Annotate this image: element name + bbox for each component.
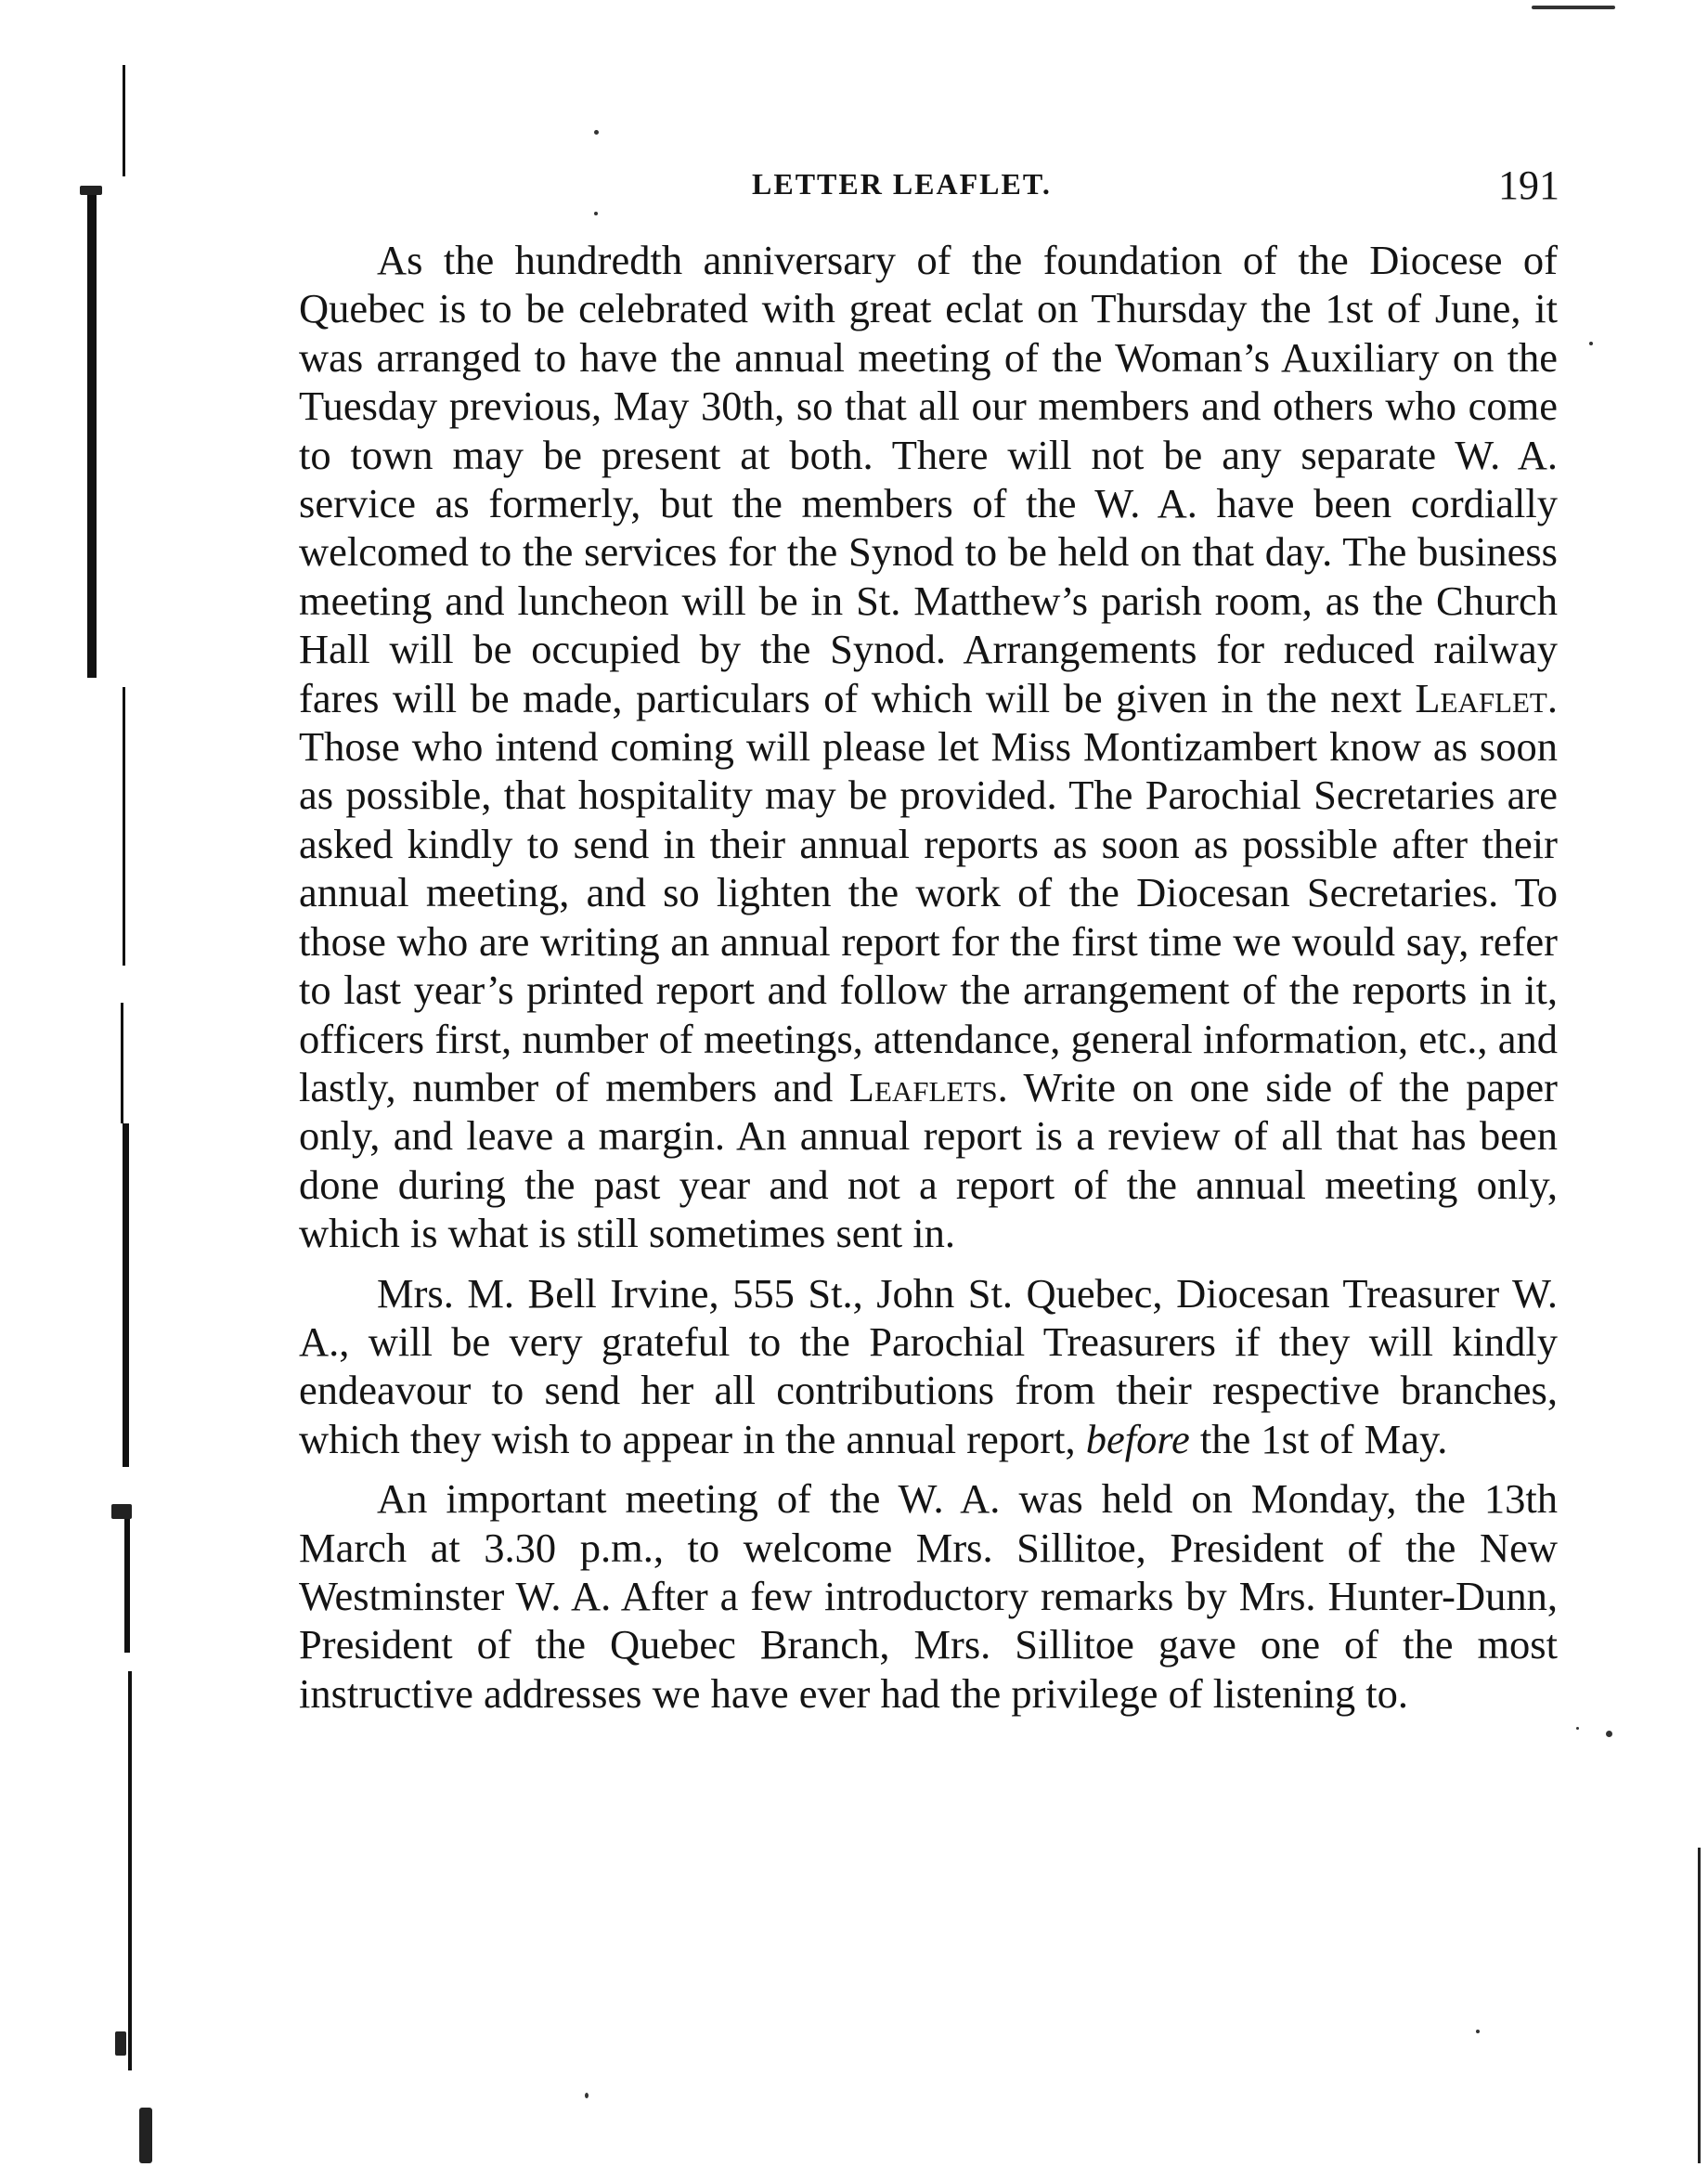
speck: [1589, 342, 1593, 345]
binding-mark-4: [80, 186, 102, 195]
paragraph-2-text: Mrs. M. Bell Irvine, 555 St., John St. Quebec, Diocesan Treasurer W. A., will be very grateful to the Parochial Treasurers if they will kindly endeavour to send her all contributions from their respective branches, which they wish to appear in the annual report,: [299, 1269, 1558, 1462]
paragraph-3-text: An important meeting of the W. A. was held on Monday, the 13th March at 3.30 p.m., to welcome Mrs. Sillitoe, President of the New Westminster W. A. After a few introductory remarks by Mrs. Hunter-Dunn, President of the Quebec Branch, Mrs. Sillitoe gave one of the most instructive addresses we have ever had the privilege of listening to.: [299, 1475, 1558, 1717]
paragraph-treasurer: [299, 1269, 1558, 1464]
binding-mark-2: [115, 2031, 126, 2056]
speck: [1532, 6, 1615, 9]
right-edge-line: [1698, 1848, 1701, 2163]
speck: [1476, 2030, 1480, 2033]
binding-line-upper: [87, 186, 97, 678]
binding-line-top: [123, 65, 125, 176]
paragraph-annual-meeting: [299, 236, 1558, 1258]
binding-line-mid: [123, 687, 125, 966]
speck: [1606, 1731, 1612, 1737]
speck: [585, 2093, 589, 2098]
binding-mark-3: [139, 2108, 152, 2163]
paragraph-meeting: [299, 1474, 1558, 1718]
paragraph-1-text-cont: . Those who intend coming will please let Miss Montizambert know as soon as possible, that hospitality may be provided. The Parochial Secretaries are asked kindly to send in their annual reports as soon as possible after their annual meeting, and so lighten the work of the Diocesan Secretaries. To those who are writing an annual report for the first time we would say, refer to last year’s printed report and follow the arrangement of the reports in it, officers first, number of meetings, attendance, general information, etc., and lastly, number of members and: [299, 674, 1558, 1110]
page-number: 191: [1498, 162, 1559, 208]
binding-line-lower: [123, 1123, 129, 1467]
page-header: [297, 162, 1559, 214]
body-text: [299, 236, 1558, 1718]
paragraph-1-text-end: . Write on one side of the paper only, and leave a margin. An annual report is a review of all that has been done during the past year and not a report of the annual meeting only, which is what is still sometimes sent in.: [299, 1063, 1559, 1257]
binding-mark-1: [111, 1504, 132, 1519]
paragraph-1-text: As the hundredth anniversary of the foundation of the Diocese of Quebec is to be celebrated with great eclat on Thursday the 1st of June, it was arranged to have the annual meeting of the Woman’s Auxiliary on the Tuesday previous, May 30th, so that all our members and others who come to town may be present at both. There will not be any separate W. A. service as formerly, but the members of the W. A. have been cordially welcomed to the services for the Synod to be held on that day. The business meeting and luncheon will be in St. Matthew’s parish room, as the Church Hall will be occupied by the Synod. Arrangements for reduced railway fares will be made, particulars of which will be given in the next: [299, 237, 1558, 721]
speck: [1576, 1727, 1579, 1730]
paragraph-2-italic-before: before: [1085, 1415, 1190, 1462]
binding-line-bottom: [128, 1671, 132, 2070]
paragraph-2-text-end: the 1st of May.: [1189, 1415, 1448, 1462]
paragraph-1-smallcaps-leaflet: Leaflet: [1415, 674, 1547, 721]
binding-line-lower-2: [124, 1504, 130, 1653]
binding-line-mid-2: [121, 1003, 123, 1123]
running-head: LETTER LEAFLET.: [752, 167, 1052, 201]
speck: [594, 130, 599, 135]
paragraph-1-smallcaps-leaflets: Leaflets: [848, 1063, 998, 1110]
